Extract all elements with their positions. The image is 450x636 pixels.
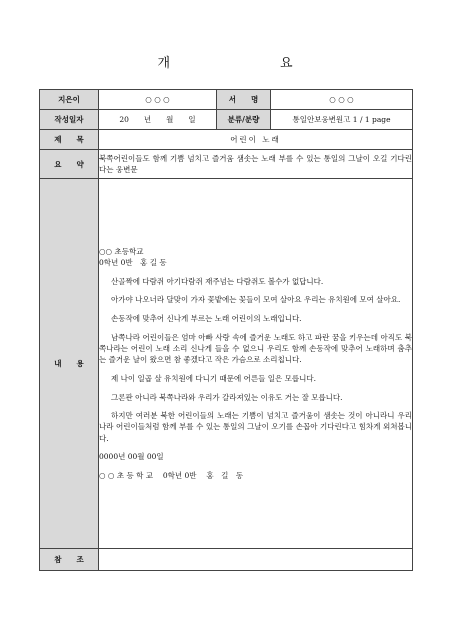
speech-date: 0000년 00월 00일 bbox=[99, 452, 164, 462]
paragraph-2: 아가야 나오너라 달맞이 가자 꽃밭에는 꽃들이 모여 살아요 우리는 유치원에 모여 살아요. bbox=[111, 295, 401, 305]
author-row bbox=[40, 90, 413, 110]
document-title: 개 요 bbox=[157, 56, 321, 71]
book-title-label: 서 명 bbox=[217, 90, 271, 110]
reference-value bbox=[99, 549, 413, 571]
book-title-value: ○ ○ ○ bbox=[271, 90, 413, 110]
category-label: 분류/분량 bbox=[217, 110, 271, 130]
summary-label: 요 약 bbox=[40, 150, 99, 179]
subject-value: 어린이 노래 bbox=[99, 130, 413, 150]
class-name: 0학년 0반 홍 길 동 bbox=[99, 257, 167, 267]
subject-label: 제 목 bbox=[40, 130, 99, 150]
content-label: 내 용 bbox=[40, 179, 99, 549]
paragraph-5: 제 나이 일곱 살 유치원에 다니기 때문에 어른들 일은 모릅니다. bbox=[111, 373, 316, 383]
author-value: ○ ○ ○ bbox=[99, 90, 217, 110]
paragraph-1: 산골짝에 다람쥐 아기다람쥐 재주넘는 다람쥐도 볼수가 없답니다. bbox=[111, 276, 324, 286]
content-row bbox=[40, 179, 413, 549]
reference-label: 참 조 bbox=[40, 549, 99, 571]
date-row bbox=[40, 110, 413, 130]
reference-row bbox=[40, 549, 413, 571]
date-label: 작성일자 bbox=[40, 110, 99, 130]
author-label: 지은이 bbox=[40, 90, 99, 110]
paragraph-7: 하지만 여러분 북한 어린이들의 노래는 기쁨이 넘치고 즐거움이 샘솟는 것이 아니라니 우리나라 어린이들처럼 함께 부를 수 있는 통일의 그날이 오기를 손꼽아 기다린다고 힘차게 외쳐봅니다. bbox=[99, 411, 412, 443]
date-value: 20 년 월 일 bbox=[99, 110, 217, 130]
paragraph-6: 그론판 아니라 북쪽나라와 우리가 갈라져있는 이유도 거는 잘 모릅니다. bbox=[111, 392, 343, 402]
summary-row bbox=[40, 150, 413, 179]
category-value: 통일안보웅변원고 1 / 1 page bbox=[271, 110, 413, 130]
paragraph-4: 남쪽나라 어린이들은 엄마 아빠 사랑 속에 즐거운 노래도 하고 파란 꿈을 키우는데 아직도 북쪽나라는 어린이 노래 소리 신나게 들을 수 없으니 우리도 함께 손동작에 맞추어 노래하며 춤추는 즐거운 날이 왔으면 참 좋겠다고 작은 가슴으로 소리칩니다. bbox=[99, 332, 412, 365]
speech-signature: ○ ○ 초 등 학 교 0학년 0반 홍 길 동 bbox=[99, 471, 244, 481]
summary-value: 북쪽어린이들도 함께 기쁨 넘치고 즐거움 샘솟는 노래 부를 수 있는 통일의 그날이 오길 기다린다는 웅변문 bbox=[99, 150, 413, 179]
summary-form-table bbox=[39, 89, 413, 571]
subject-row bbox=[40, 130, 413, 150]
school-name: ○○ 초등학교 bbox=[99, 246, 144, 256]
content-body bbox=[99, 179, 413, 549]
paragraph-3: 손동작에 맞추어 신나게 부르는 노래 어린이의 노래입니다. bbox=[111, 314, 302, 324]
